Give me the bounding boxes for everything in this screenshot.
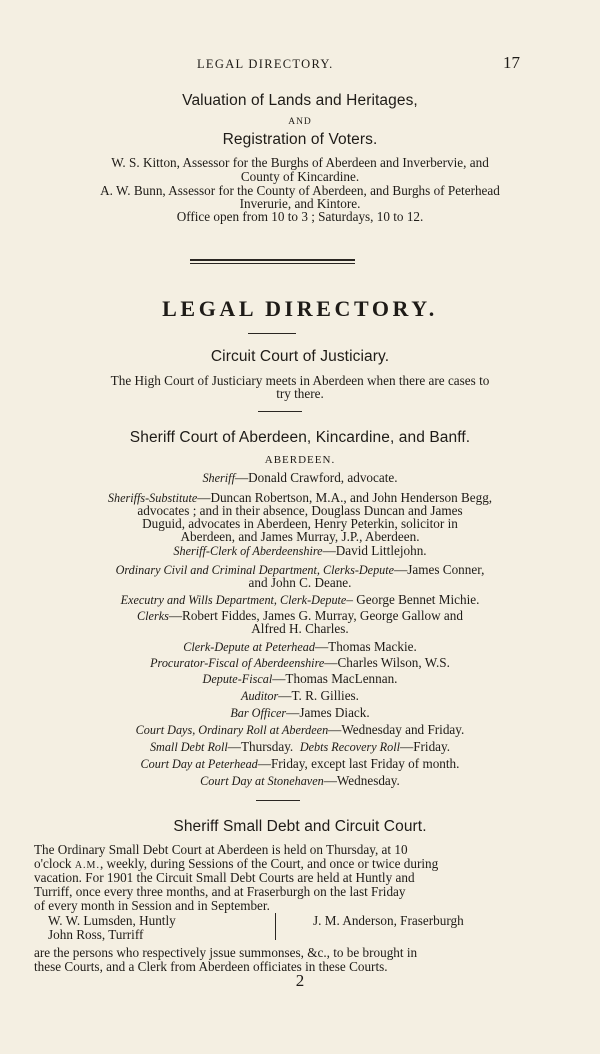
sheriff-entry: Court Days, Ordinary Roll at Aberdeen—Wednesday and Friday. [135,722,465,737]
sheriff-entry: Clerk-Depute at Peterhead—Thomas Mackie. [183,639,417,654]
sheriff-entry: Small Debt Roll—Thursday. Debts Recovery Roll—Friday. [149,739,451,754]
sheriff-entry: Alfred H. Charles. [251,621,349,636]
small-debt-para-line: vacation. For 1901 the Circuit Small Debt Courts are held at Huntly and [34,870,415,885]
clerk-left: W. W. Lumsden, Huntly [48,913,176,928]
small-debt-para-line: The Ordinary Small Debt Court at Aberdeen is held on Thursday, at 10 [34,842,408,857]
sheriff-entry: Executry and Wills Department, Clerk-Depute– George Bennet Michie. [120,592,480,607]
sheriff-entry: Bar Officer—James Diack. [230,705,370,720]
sheriff-entry: Procurator-Fiscal of Aberdeenshire—Charles Wilson, W.S. [150,655,450,670]
sheriff-entry: Duguid, advocates in Aberdeen, Henry Peterkin, solicitor in [142,516,458,531]
small-debt-title: Sheriff Small Debt and Circuit Court. [173,818,427,835]
valuation-line: W. S. Kitton, Assessor for the Burghs of Aberdeen and Inverbervie, and [111,155,489,170]
valuation-line: Inverurie, and Kintore. [239,196,361,211]
sheriff-place: ABERDEEN. [264,454,336,466]
main-title: LEGAL DIRECTORY. [162,296,438,321]
sheriff-entry: Depute-Fiscal—Thomas MacLennan. [202,671,398,686]
running-title: LEGAL DIRECTORY. [197,57,334,71]
sheriff-entry: Sheriff-Clerk of Aberdeenshire—David Littlejohn. [173,543,427,558]
sheriff-entry: advocates ; and in their absence, Douglass Duncan and James [137,503,463,518]
sheriff-entry: Clerks—Robert Fiddes, James G. Murray, George Gallow and [137,608,463,623]
clerk-right: J. M. Anderson, Fraserburgh [313,913,464,928]
short-rule [256,800,300,801]
sheriff-entry: Aberdeen, and James Murray, J.P., Aberdeen. [180,529,420,544]
sheriff-entry: Court Day at Stonehaven—Wednesday. [200,773,400,788]
sheriff-title: Sheriff Court of Aberdeen, Kincardine, and Banff. [129,429,471,446]
closing-line: these Courts, and a Clerk from Aberdeen officiates in these Courts. [34,959,388,974]
divider-rule [190,259,355,261]
circuit-title: Circuit Court of Justiciary. [210,348,390,365]
valuation-line: County of Kincardine. [240,169,360,184]
valuation-line: A. W. Bunn, Assessor for the County of Aberdeen, and Burghs of Peterhead [100,183,500,198]
circuit-line: try there. [276,386,324,401]
closing-line: are the persons who respectively jssue summonses, &c., to be brought in [34,945,418,960]
valuation-title: Valuation of Lands and Heritages, [182,92,418,109]
sheriff-entry: Auditor—T. R. Gillies. [241,688,359,703]
short-rule [258,411,302,412]
circuit-line: The High Court of Justiciary meets in Aberdeen when there are cases to [110,373,490,388]
valuation-subtitle: Registration of Voters. [222,131,378,148]
small-debt-para-line: o'clock A.M., weekly, during Sessions of the Court, and once or twice during [34,856,439,871]
sheriff-entry: and John C. Deane. [248,575,352,590]
valuation-and: AND [288,117,312,127]
signature-mark: 2 [295,971,305,990]
sheriff-entry: Ordinary Civil and Criminal Department, Clerks-Depute—James Conner, [115,562,485,577]
clerk-left: John Ross, Turriff [48,927,144,942]
sheriff-entry: Court Day at Peterhead—Friday, except last Friday of month. [140,756,460,771]
page-number: 17 [503,53,520,72]
column-divider [275,913,276,940]
sheriff-entry: Sheriffs-Substitute—Duncan Robertson, M.A., and John Henderson Begg, [107,490,493,505]
small-debt-para-line: Turriff, once every three months, and at Fraserburgh on the last Friday [34,884,406,899]
small-debt-para-line: of every month in Session and in September. [34,898,270,913]
valuation-line: Office open from 10 to 3 ; Saturdays, 10 to 12. [176,209,424,224]
short-rule [248,333,296,334]
sheriff-entry: Sheriff—Donald Crawford, advocate. [202,470,398,485]
divider-rule [190,263,355,264]
